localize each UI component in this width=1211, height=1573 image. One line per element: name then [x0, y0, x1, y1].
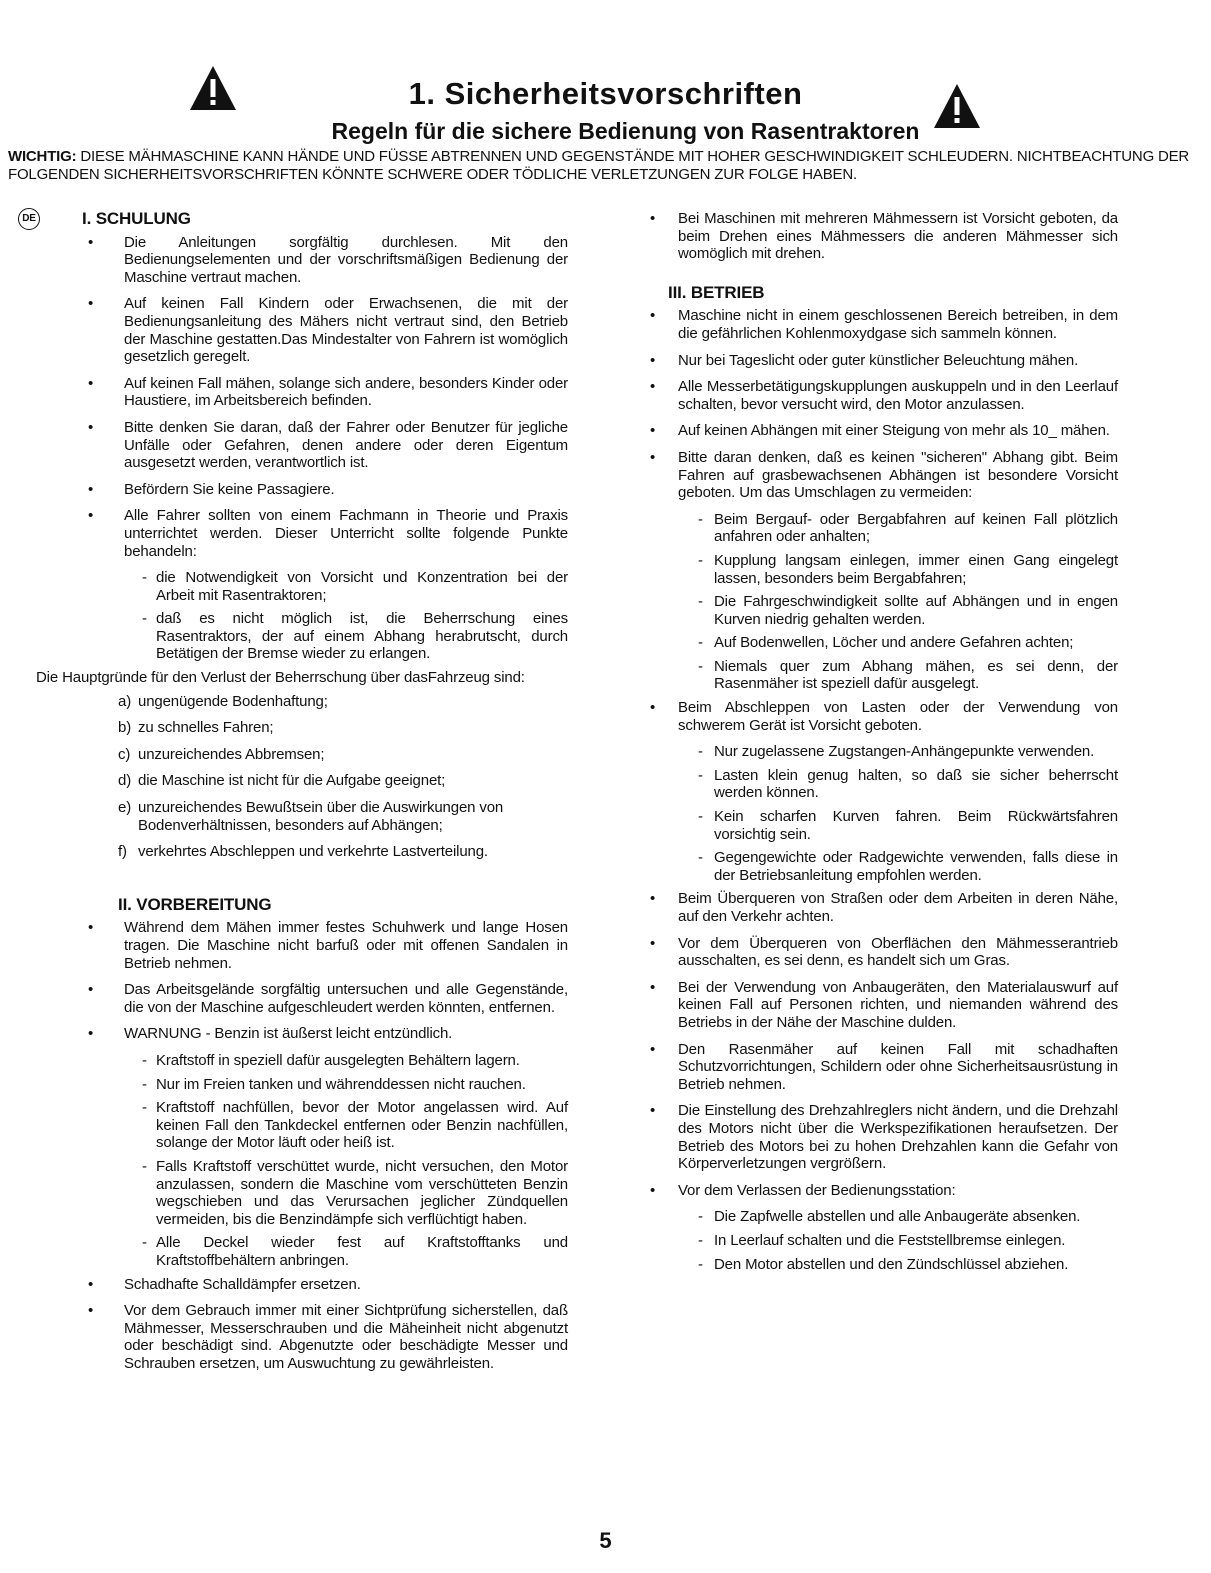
bullet-item: • Bei Maschinen mit mehreren Mähmessern ist Vorsicht geboten, da beim Drehen eines Mähmessers die anderen Mähmesser sich womöglich mit drehen.	[648, 210, 1118, 263]
dash-item: - Kraftstoff in speziell dafür ausgelegten Behältern lagern.	[78, 1052, 568, 1070]
bullet-item: • Beim Abschleppen von Lasten oder der Verwendung von schwerem Gerät ist Vorsicht geboten.	[648, 699, 1118, 734]
dash-item: - Kraftstoff nachfüllen, bevor der Motor angelassen wird. Auf keinen Fall den Tankdeckel entfernen oder Benzin nachfüllen, solange der Motor läuft oder heiß ist.	[78, 1099, 568, 1152]
bullet-item: • Alle Fahrer sollten von einem Fachmann in Theorie und Praxis unterrichtet werden. Dieser Unterricht sollte folgende Punkte behandeln:	[78, 507, 568, 560]
list-text: zu schnelles Fahren;	[138, 719, 274, 737]
bullet-item: • Die Einstellung des Drehzahlreglers nicht ändern, und die Drehzahl des Motors nicht über die Werkspezifikationen heraufsetzen. Der Betrieb des Motors bei zu hohen Drehzahlen kann die Gefahr von Körperverletzungen vergrößern.	[648, 1102, 1118, 1172]
bullet-item: • Bitte daran denken, daß es keinen "sicheren" Abhang gibt. Beim Fahren auf grasbewachsenen Abhängen ist besondere Vorsicht geboten. Um das Umschlagen zu vermeiden:	[648, 449, 1118, 502]
list-marker: b)	[118, 719, 132, 737]
list-item	[78, 843, 568, 861]
dash-item: - Die Zapfwelle abstellen und alle Anbaugeräte absenken.	[648, 1208, 1118, 1226]
dash-item: - Alle Deckel wieder fest auf Kraftstofftanks und Kraftstoffbehältern anbringen.	[78, 1234, 568, 1269]
bullet-item: • Den Rasenmäher auf keinen Fall mit schadhaften Schutzvorrichtungen, Schildern oder ohne Sicherheitsausrüstung in Betrieb nehmen.	[648, 1041, 1118, 1094]
bullet-item: • Nur bei Tageslicht oder guter künstlicher Beleuchtung mähen.	[648, 352, 1118, 370]
bullet-item: • Alle Messerbetätigungskupplungen auskuppeln und in den Leerlauf schalten, bevor versucht wird, den Motor anzulassen.	[648, 378, 1118, 413]
list-item	[78, 772, 568, 790]
bullet-item: • Vor dem Gebrauch immer mit einer Sichtprüfung sicherstellen, daß Mähmesser, Messerschrauben und die Mäheinheit nicht abgenutzt oder beschädigt sind. Abgenutzte oder beschädigte Messer und Schrauben ersetzen, um Auswuchtung zu gewährleisten.	[78, 1302, 568, 1372]
list-marker: f)	[118, 843, 127, 861]
paragraph: Die Hauptgründe für den Verlust der Beherrschung über dasFahrzeug sind:	[36, 669, 525, 687]
list-marker: d)	[118, 772, 132, 790]
bullet-item: • Während dem Mähen immer festes Schuhwerk und lange Hosen tragen. Die Maschine nicht barfuß oder mit offenen Sandalen in Betrieb nehmen.	[78, 919, 568, 972]
list-item	[78, 799, 568, 834]
intro-text: DIESE MÄHMASCHINE KANN HÄNDE UND FÜSSE ABTRENNEN UND GEGENSTÄNDE MIT HOHER GESCHWINDIGKEIT SCHLEUDERN. NICHTBEACHTUNG DER FOLGENDEN SICHERHEITSVORSCHRIFTEN KÖNNTE SCHWERE ODER TÖDLICHE VERLETZUNGEN ZUR FOLGE HABEN.	[8, 148, 1190, 183]
list-marker: a)	[118, 692, 132, 710]
list-item	[78, 693, 568, 711]
list-item	[78, 746, 568, 764]
section-heading-vorbereitung: II. VORBEREITUNG	[118, 894, 272, 914]
bullet-item: • Auf keinen Fall Kindern oder Erwachsenen, die mit der Bedienungsanleitung des Mähers nicht vertraut sind, den Betrieb der Maschine gestatten.Das Mindestalter von Fahrern ist womöglich gesetzlich geregelt.	[78, 295, 568, 365]
list-text: unzureichendes Bewußtsein über die Auswirkungen von Bodenverhältnissen, besonders auf Abhängen;	[138, 799, 504, 834]
left-column	[22, 209, 568, 1381]
list-text: ungenügende Bodenhaftung;	[138, 692, 328, 710]
section-heading-schulung	[22, 209, 568, 228]
dash-item: - Nur zugelassene Zugstangen-Anhängepunkte verwenden.	[648, 743, 1118, 761]
list-text: die Maschine ist nicht für die Aufgabe geeignet;	[138, 772, 446, 790]
dash-item: - In Leerlauf schalten und die Feststellbremse einlegen.	[648, 1232, 1118, 1250]
list-item	[78, 719, 568, 737]
bullet-item: • Das Arbeitsgelände sorgfältig untersuchen und alle Gegenstände, die von der Maschine aufgeschleudert werden könnten, entfernen.	[78, 981, 568, 1016]
dash-item: - Niemals quer zum Abhang mähen, es sei denn, der Rasenmäher ist speziell dafür ausgelegt.	[648, 658, 1118, 693]
intro-warning	[8, 148, 1204, 184]
dash-item: - Lasten klein genug halten, so daß sie sicher beherrscht werden können.	[648, 767, 1118, 802]
dash-item: - Beim Bergauf- oder Bergabfahren auf keinen Fall plötzlich anfahren oder anhalten;	[648, 511, 1118, 546]
bullet-item: • Auf keinen Fall mähen, solange sich andere, besonders Kinder oder Haustiere, im Arbeitsbereich befinden.	[78, 375, 568, 410]
list-marker: e)	[118, 799, 132, 817]
language-badge: DE	[18, 208, 40, 230]
bullet-item: • Maschine nicht in einem geschlossenen Bereich betreiben, in dem die gefährlichen Kohlenmoxydgase sich sammeln können.	[648, 307, 1118, 342]
bullet-item: • Schadhafte Schalldämpfer ersetzen.	[78, 1276, 568, 1294]
intro-label: WICHTIG:	[8, 148, 77, 165]
dash-item: - Kupplung langsam einlegen, immer einen Gang eingelegt lassen, besonders beim Bergabfahren;	[648, 552, 1118, 587]
heading-text: I. SCHULUNG	[82, 209, 191, 228]
bullet-item: • Vor dem Überqueren von Oberflächen den Mähmesserantrieb ausschalten, es sei denn, es handelt sich um Gras.	[648, 935, 1118, 970]
dash-item: - die Notwendigkeit von Vorsicht und Konzentration bei der Arbeit mit Rasentraktoren;	[78, 569, 568, 604]
dash-item: - Falls Kraftstoff verschüttet wurde, nicht versuchen, den Motor anzulassen, sondern die Maschine vom verschütteten Benzin wegschieben und das Verursachen jeglicher Zündquellen vermeiden, bis die Benzindämpfe sich verflüchtigt haben.	[78, 1158, 568, 1228]
dash-item: - Auf Bodenwellen, Löcher und andere Gefahren achten;	[648, 634, 1118, 652]
dash-item: - daß es nicht möglich ist, die Beherrschung eines Rasentraktors, der auf einem Abhang herabrutscht, durch Betätigen der Bremse wieder zu erlangen.	[78, 610, 568, 663]
dash-item: - Den Motor abstellen und den Zündschlüssel abziehen.	[648, 1256, 1118, 1274]
section-heading-betrieb: III. BETRIEB	[668, 282, 765, 302]
list-text: verkehrtes Abschleppen und verkehrte Lastverteilung.	[138, 843, 488, 861]
bullet-item: • WARNUNG - Benzin ist äußerst leicht entzündlich.	[78, 1025, 568, 1043]
page-subtitle: Regeln für die sichere Bedienung von Rasentraktoren	[331, 118, 920, 144]
dash-item: - Die Fahrgeschwindigkeit sollte auf Abhängen und in engen Kurven niedrig gehalten werden.	[648, 593, 1118, 628]
dash-item: - Kein scharfen Kurven fahren. Beim Rückwärtsfahren vorsichtig sein.	[648, 808, 1118, 843]
dash-item: - Nur im Freien tanken und währenddessen nicht rauchen.	[78, 1076, 568, 1094]
bullet-item: • Bei der Verwendung von Anbaugeräten, den Materialauswurf auf keinen Fall auf Personen richten, und niemanden während des Betriebs in der Nähe der Maschine dulden.	[648, 979, 1118, 1032]
bullet-item: • Befördern Sie keine Passagiere.	[78, 481, 568, 499]
page-title: 1. Sicherheitsvorschriften	[408, 76, 803, 111]
bullet-item: • Beim Überqueren von Straßen oder dem Arbeiten in deren Nähe, auf den Verkehr achten.	[648, 890, 1118, 925]
bullet-item: • Vor dem Verlassen der Bedienungsstation:	[648, 1182, 1118, 1200]
page-number: 5	[599, 1528, 612, 1553]
list-text: unzureichendes Abbremsen;	[138, 745, 325, 763]
right-column	[648, 210, 1118, 1279]
list-marker: c)	[118, 745, 131, 763]
dash-item: - Gegengewichte oder Radgewichte verwenden, falls diese in der Betriebsanleitung empfohlen werden.	[648, 849, 1118, 884]
bullet-item: • Auf keinen Abhängen mit einer Steigung von mehr als 10_ mähen.	[648, 422, 1118, 440]
bullet-item: • Die Anleitungen sorgfältig durchlesen. Mit den Bedienungselementen und der vorschriftsmäßigen Bedienung der Maschine vertraut machen.	[78, 234, 568, 287]
bullet-item: • Bitte denken Sie daran, daß der Fahrer oder Benutzer für jegliche Unfälle oder Gefahren, denen andere oder deren Eigentum ausgesetzt werden, verantwortlich ist.	[78, 419, 568, 472]
